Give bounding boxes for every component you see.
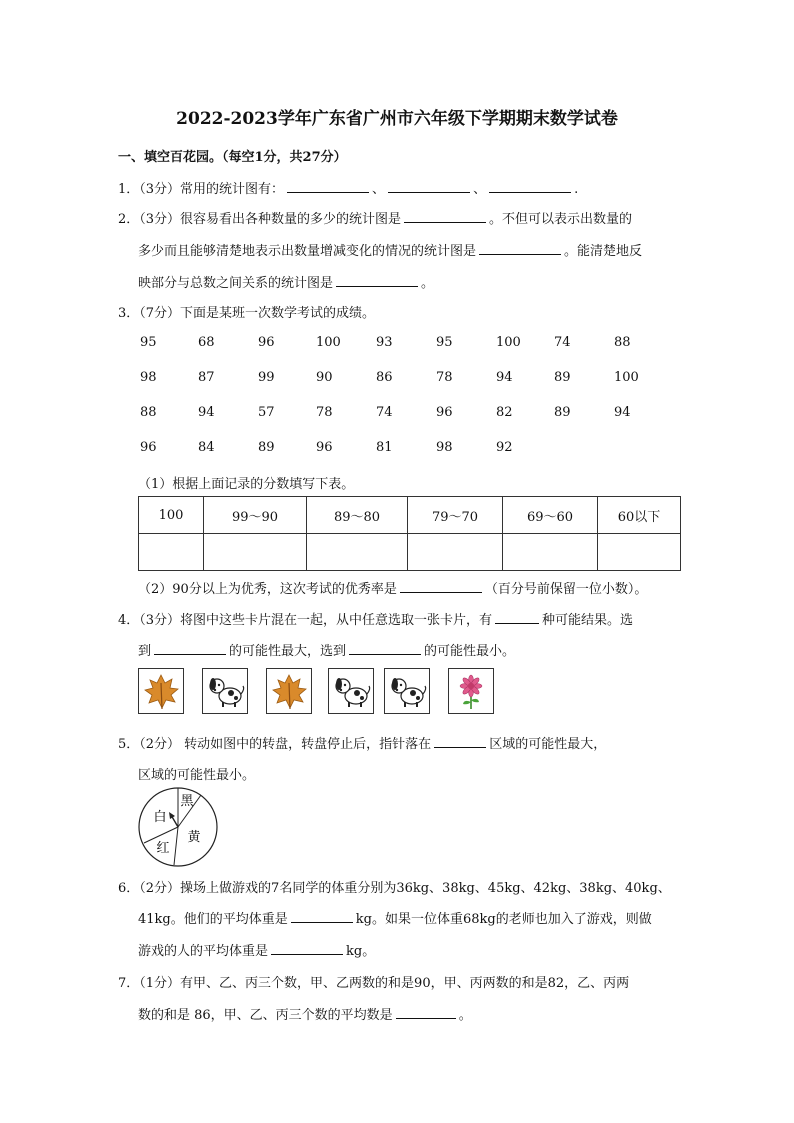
question-5-line-1 [118,733,606,752]
score-value: 96 [258,335,275,350]
q6-text: 41kg。他们的平均体重是 [138,912,288,927]
score-value: 98 [436,440,453,455]
answer-blank[interactable] [388,191,470,193]
q4-text: 到 [138,644,152,659]
picture-card [202,668,248,714]
page-title: 2022-2023学年广东省广州市六年级下学期期末数学试卷 [176,109,618,129]
picture-card [266,668,312,714]
table-answer-cell[interactable] [408,534,503,571]
answer-blank[interactable] [154,653,226,655]
q2-text: 。不但可以表示出数量的 [489,212,633,227]
answer-blank[interactable] [434,746,486,748]
question-3-sub-1: （1）根据上面记录的分数填写下表。 [138,477,355,492]
table-header-cell: 99～90 [204,497,307,534]
score-value: 86 [376,370,393,385]
score-value: 94 [496,370,513,385]
score-value: 100 [496,335,521,350]
q7-text: 数的和是 86，甲、乙、丙三个数的平均数是 [138,1008,393,1023]
score-value: 92 [496,440,513,455]
dog-icon [203,669,247,713]
score-value: 95 [436,335,453,350]
table-header-cell: 79～70 [408,497,503,534]
score-value: 100 [316,335,341,350]
question-2-line-1 [118,208,632,227]
question-2-line-3 [138,272,434,291]
score-value: 94 [614,405,631,420]
answer-blank[interactable] [479,253,561,255]
score-value: 89 [554,370,571,385]
score-value: 98 [140,370,157,385]
answer-blank[interactable] [336,285,418,287]
question-6-line-1: 6．（2分）操场上做游戏的7名同学的体重分别为36kg、38kg、45kg、42kg、38kg、40kg、 [118,881,671,896]
q2-text: 2．（3分）很容易看出各种数量的多少的统计图是 [118,212,402,227]
question-5-line-2: 区域的可能性最小。 [138,768,256,783]
q4-text: 种可能结果。选 [542,613,634,628]
score-value: 84 [198,440,215,455]
question-1 [118,178,578,197]
sector-label-red: 红 [156,841,170,856]
score-value: 96 [436,405,453,420]
table-header-cell: 60以下 [598,497,681,534]
score-value: 88 [140,405,157,420]
score-value: 74 [376,405,393,420]
q6-text: kg。如果一位体重68kg的老师也加入了游戏，则做 [355,912,652,927]
q2-text: 。 [421,276,435,291]
answer-blank[interactable] [400,591,482,593]
question-6-line-2 [138,908,652,927]
answer-blank[interactable] [271,953,343,955]
score-value: 89 [554,405,571,420]
table-answer-cell[interactable] [503,534,598,571]
spinner-diagram [136,785,220,869]
score-value: 87 [198,370,215,385]
score-value: 96 [316,440,333,455]
score-value: 82 [496,405,513,420]
q2-text: 多少而且能够清楚地表示出数量增减变化的情况的统计图是 [138,244,477,259]
question-2-line-2 [138,240,642,259]
leaf-icon [139,669,183,713]
answer-blank[interactable] [404,221,486,223]
table-answer-cell[interactable] [307,534,408,571]
answer-blank[interactable] [396,1017,456,1019]
q6-text: 游戏的人的平均体重是 [138,944,269,959]
q5-text: 5．（2分） 转动如图中的转盘，转盘停止后，指针落在 [118,737,432,752]
separator: 、 [372,182,386,197]
score-value: 81 [376,440,393,455]
picture-card [328,668,374,714]
score-value: 93 [376,335,393,350]
answer-blank[interactable] [349,653,421,655]
separator: 、 [473,182,487,197]
question-4-line-2 [138,640,515,659]
period: . [574,182,579,197]
score-value: 57 [258,405,275,420]
q2-text: 映部分与总数之间关系的统计图是 [138,276,334,291]
score-value: 89 [258,440,275,455]
score-value: 78 [316,405,333,420]
q2-text: 。能清楚地反 [564,244,643,259]
question-6-line-3 [138,940,375,959]
section-heading: 一、填空百花园。（每空1分，共27分） [118,150,347,165]
table-answer-cell[interactable] [139,534,204,571]
score-value: 88 [614,335,631,350]
dog-icon [329,669,373,713]
picture-card [138,668,184,714]
question-3-intro: 3．（7分）下面是某班一次数学考试的成绩。 [118,306,376,321]
frequency-table [138,496,681,571]
question-7-line-2 [138,1004,472,1023]
table-header-row [139,497,681,534]
leaf-icon [267,669,311,713]
table-answer-cell[interactable] [598,534,681,571]
score-value: 68 [198,335,215,350]
question-3-sub-2 [138,578,647,597]
score-value: 74 [554,335,571,350]
answer-blank[interactable] [489,191,571,193]
question-7-line-1: 7．（1分）有甲、乙、丙三个数，甲、乙两数的和是90，甲、丙两数的和是82，乙、丙两 [118,976,630,991]
q5-text: 区域的可能性最大， [489,737,607,752]
sector-label-black: 黑 [180,794,194,809]
q3-sub2-text: （2）90分以上为优秀，这次考试的优秀率是 [138,582,397,597]
q7-text: 。 [458,1008,472,1023]
answer-blank[interactable] [495,622,539,624]
question-4-line-1 [118,609,633,628]
q4-text: 的可能性最大，选到 [229,644,347,659]
q1-text: 1．（3分）常用的统计图有： [118,182,285,197]
flower-icon [449,669,493,713]
score-value: 95 [140,335,157,350]
score-value: 90 [316,370,333,385]
table-header-cell: 69～60 [503,497,598,534]
q6-text: kg。 [346,944,376,959]
answer-blank[interactable] [287,191,369,193]
table-answer-cell[interactable] [204,534,307,571]
q3-sub2-text: （百分号前保留一位小数）。 [484,582,648,597]
score-value: 94 [198,405,215,420]
q4-text: 的可能性最小。 [424,644,516,659]
answer-blank[interactable] [291,921,353,923]
q4-text: 4．（3分）将图中这些卡片混在一起，从中任意选取一张卡片，有 [118,613,493,628]
picture-card [448,668,494,714]
score-value: 100 [614,370,639,385]
dog-icon [385,669,429,713]
table-header-cell: 89～80 [307,497,408,534]
sector-label-yellow: 黄 [187,830,201,845]
picture-card [384,668,430,714]
score-value: 99 [258,370,275,385]
score-value: 96 [140,440,157,455]
score-value: 78 [436,370,453,385]
table-answer-row [139,534,681,571]
sector-label-white: 白 [153,810,167,825]
table-header-cell: 100 [139,497,204,534]
